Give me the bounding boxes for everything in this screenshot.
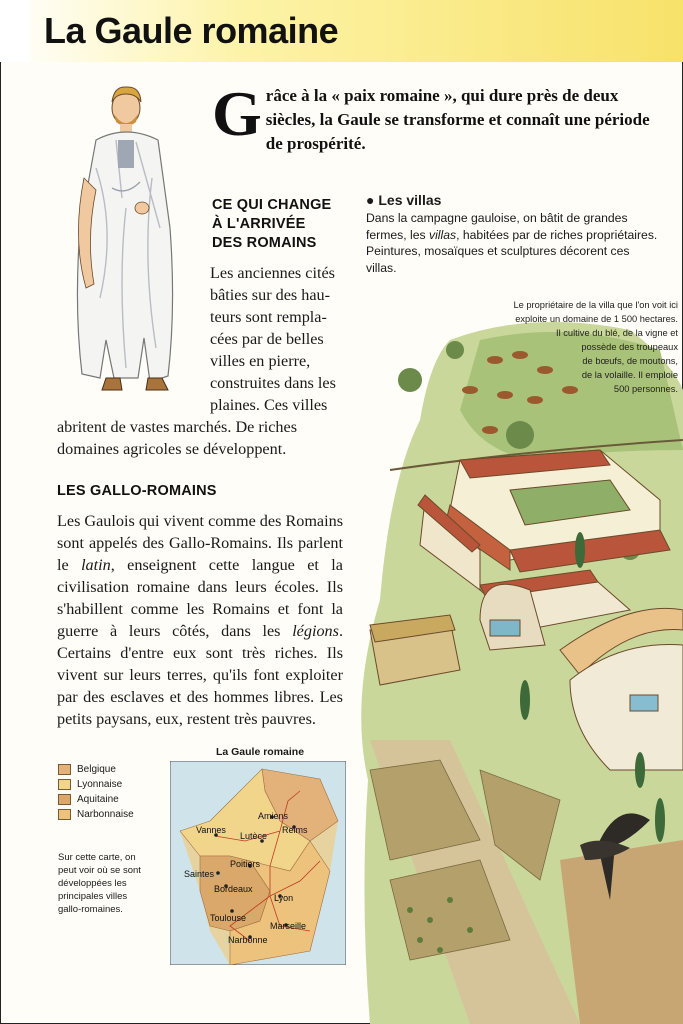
dropcap: G xyxy=(212,78,262,149)
city-label: Poitiers xyxy=(230,859,261,869)
map-legend xyxy=(58,762,134,822)
intro-text: râce à la « paix romaine », qui dure près de deux siècles, la Gaule se transforme et connaît une période de prospérité. xyxy=(265,86,650,153)
map-caption: Sur cette carte, on peut voir où se sont développées les principales villes gallo-romaines. xyxy=(58,852,141,915)
legend-item: Belgique xyxy=(58,762,134,777)
city-label: Lyon xyxy=(274,893,294,903)
gaul-map xyxy=(170,761,346,965)
city-label: Amiens xyxy=(258,811,289,821)
map-title: La Gaule romaine xyxy=(215,746,305,758)
city-label: Toulouse xyxy=(210,913,247,923)
villas-caption: Le propriétaire de la villa que l'on voit ici exploite un domaine de 1 500 hectares. Il cultive du blé, de la vigne et possède des troupeaux de bœufs, de moutons, de la volaille. Il emploie 500 personnes. xyxy=(513,300,678,394)
legend-item: Lyonnaise xyxy=(58,777,134,792)
villas-heading: ● Les villas xyxy=(366,192,442,208)
city-label: Lutèce xyxy=(240,831,268,841)
section2-text: Les Gaulois qui vivent comme des Romains sont appelés des Gallo-Romains. Ils parlent le latin, enseignent cette langue et la civilisation romaine dans leurs écoles. Ils s'habillent comme les Romains et font la guerre à leurs côtés, dans les légions. Certains d'entre eux sont très riches. Ils vivent sur leurs terres, qu'ils font exploiter par des esclaves et des hommes libres. Les petits paysans, eux, restent très pauvres. xyxy=(57,512,343,728)
city-label: Saintes xyxy=(184,869,215,879)
roman-citizen-illustration xyxy=(56,78,196,396)
legend-item: Narbonnaise xyxy=(58,807,134,822)
city-label: Vannes xyxy=(196,825,226,835)
villas-text: Dans la campagne gauloise, on bâtit de grandes fermes, les villas, habitées par de riches propriétaires. Peintures, mosaïques et sculptures décorent ces villas. xyxy=(366,211,658,275)
city-label: Marseille xyxy=(270,921,307,931)
city-label: Bordeaux xyxy=(214,884,253,894)
section1-text-narrow: Les anciennes cités bâties sur des hau- teurs sont rempla- cées par de belles villes en pierre, construites dans les plaines. Ces villes xyxy=(210,264,336,414)
city-label: Narbonne xyxy=(228,935,268,945)
city-label: Reims xyxy=(282,825,308,835)
intro-paragraph xyxy=(212,78,652,156)
section-heading-arrival: CE QUI CHANGE À L'ARRIVÉE DES ROMAINS xyxy=(212,197,332,251)
section1-text-wide: abritent de vastes marchés. De riches domaines agricoles se développent. xyxy=(57,418,298,458)
legend-item: Aquitaine xyxy=(58,792,134,807)
villa-illustration xyxy=(330,300,683,1024)
section-heading-gallo-romans: LES GALLO-ROMAINS xyxy=(57,483,217,499)
page-title: La Gaule romaine xyxy=(44,10,339,51)
